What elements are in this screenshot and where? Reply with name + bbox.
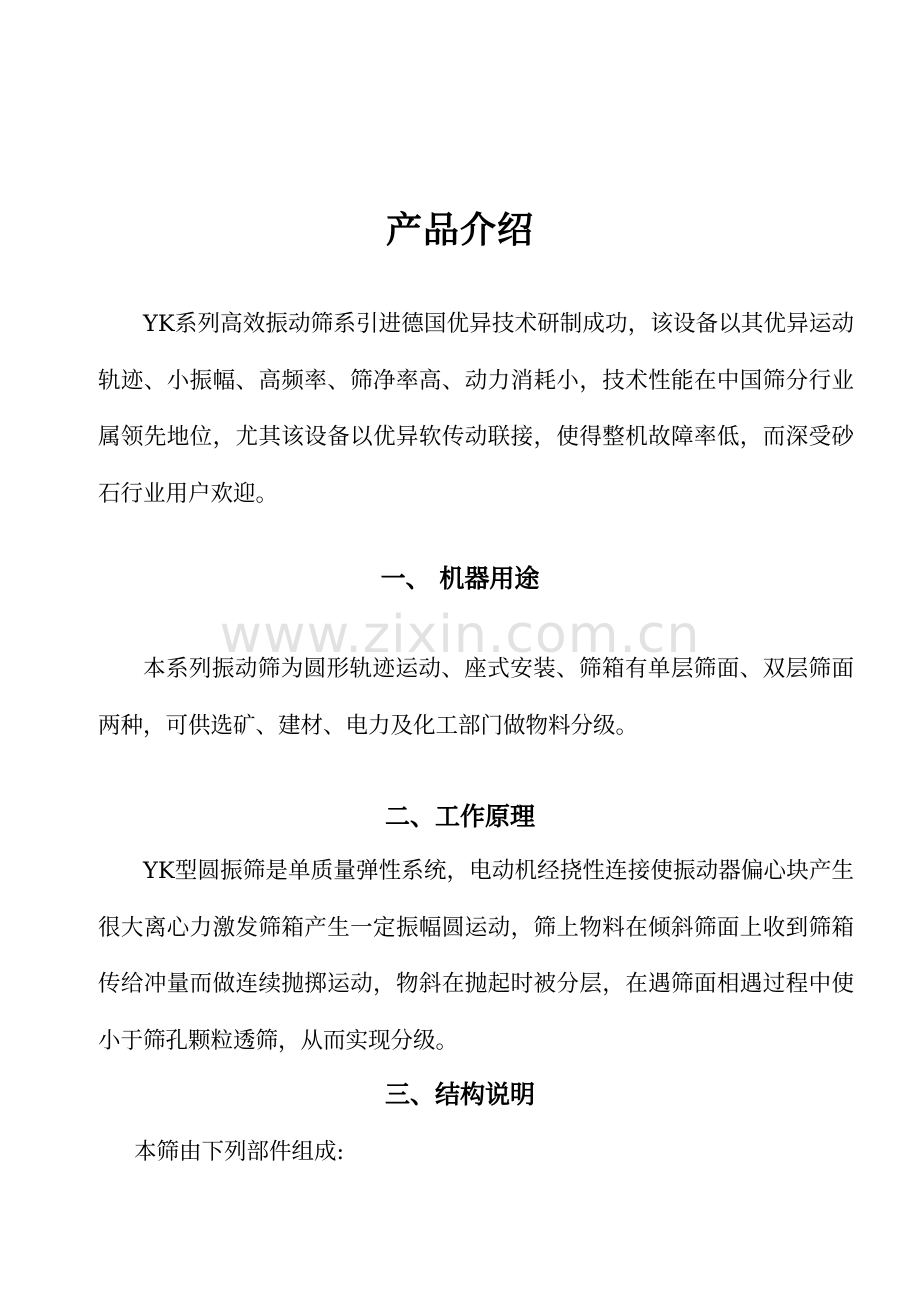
section-heading-principle: 二、工作原理 <box>384 802 535 831</box>
section-heading-structure: 三、结构说明 <box>384 1080 535 1109</box>
intro-paragraph: YK系列高效振动筛系引进德国优异技术研制成功，该设备以其优异运动轨迹、小振幅、高频率、筛净率高、动力消耗小，技术性能在中国筛分行业属领先地位，尤其该设备以优异软传动联接，使得整机故障率低，而深受砂石行业用户欢迎。 <box>98 311 854 507</box>
section-heading-usage: 一、 机器用途 <box>380 564 540 593</box>
section-body-usage: 本系列振动筛为圆形轨迹运动、座式安装、筛箱有单层筛面、双层筛面两种，可供选矿、建材、电力及化工部门做物料分级。 <box>98 656 854 739</box>
section-body-principle: YK型圆振筛是单质量弹性系统，电动机经挠性连接使振动器偏心块产生很大离心力激发筛箱产生一定振幅圆运动，筛上物料在倾斜筛面上收到筛箱传给冲量而做连续抛掷运动，物斜在抛起时被分层，在遇筛面相遇过程中使小于筛孔颗粒透筛，从而实现分级。 <box>98 858 854 1054</box>
page-title: 产品介绍 <box>385 210 534 251</box>
watermark: www.zixin.com.cn <box>219 605 701 665</box>
section-body-structure: 本筛由下列部件组成: <box>134 1139 345 1165</box>
